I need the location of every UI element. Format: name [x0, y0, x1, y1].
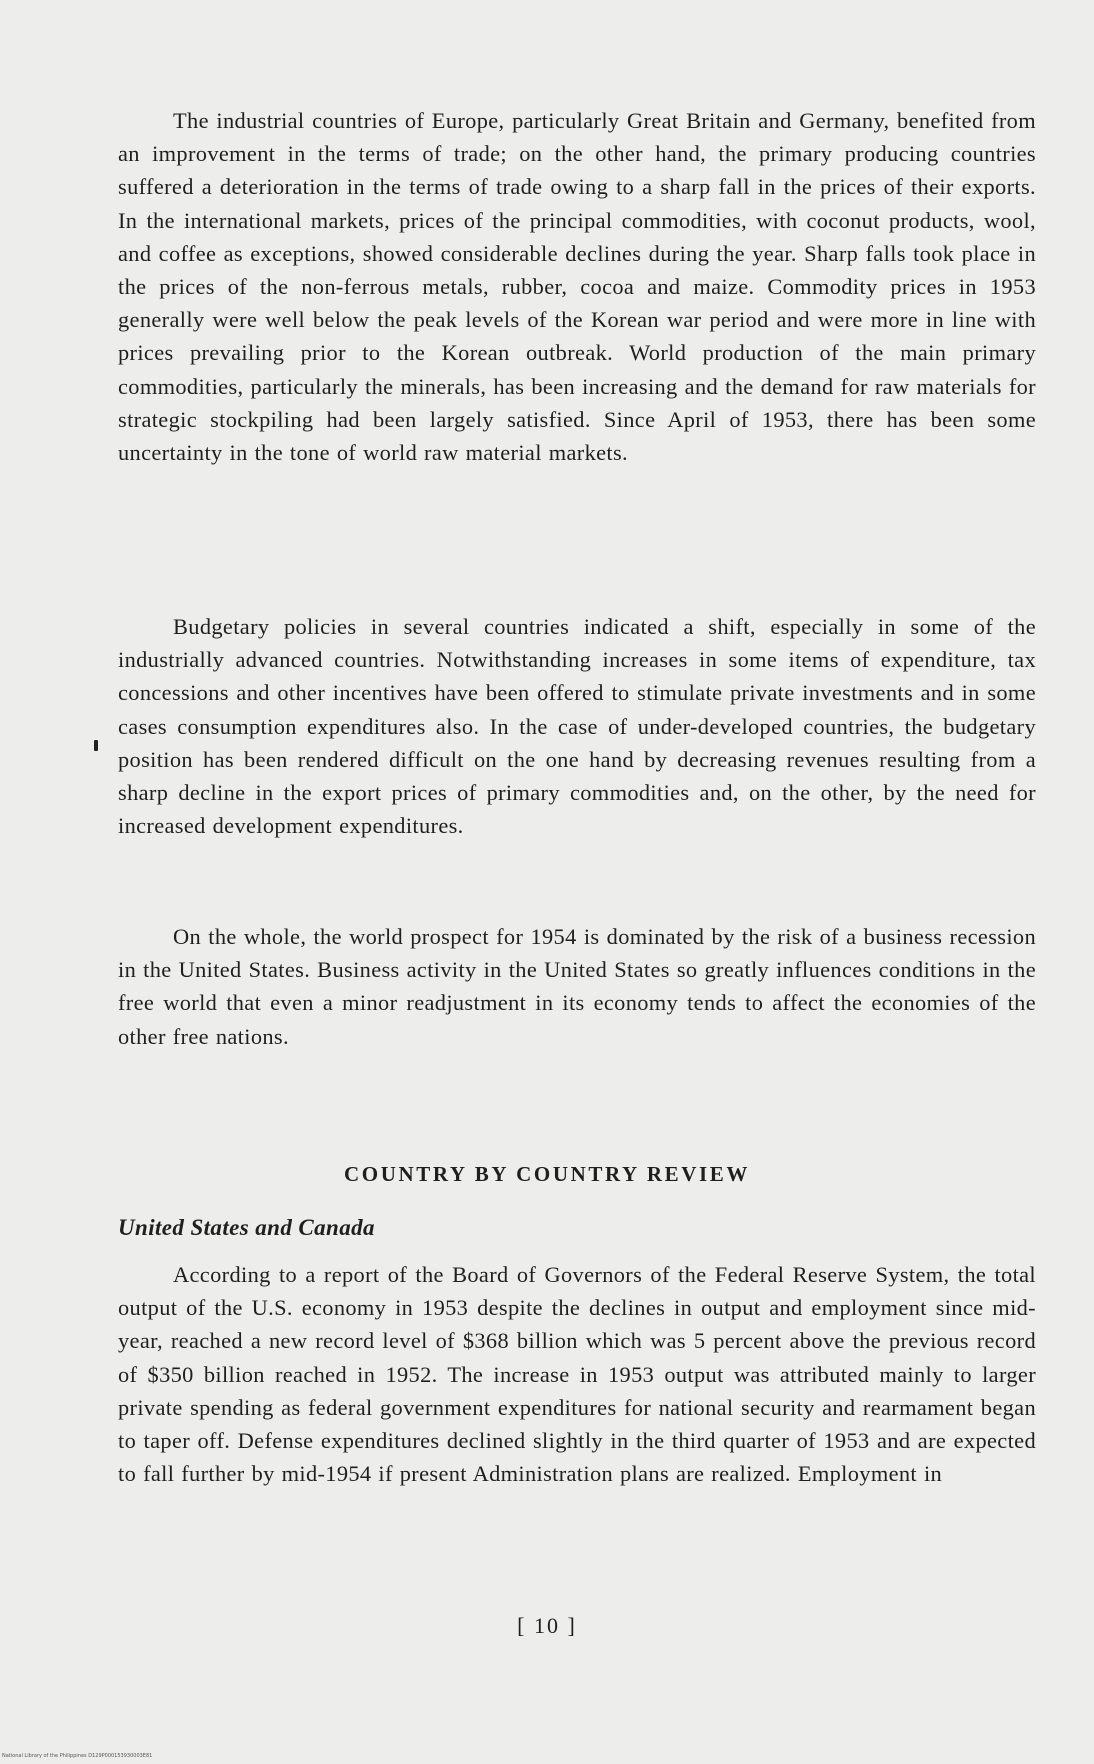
margin-mark [94, 740, 98, 751]
section-heading: COUNTRY BY COUNTRY REVIEW [344, 1162, 750, 1186]
page-number: [ 10 ] [517, 1613, 577, 1638]
paragraph-us-economy: According to a report of the Board of Governors of the Federal Reserve System, the total output of the U.S. economy in 1953 despite the declines in output and employment since mid-year, reached a new record level of $368 billion which was 5 percent above the previous record of $350 billion reached in 1952. The increase in 1953 output was attributed mainly to larger private spending as federal government expenditures for national security and rearmament began to taper off. Defense expenditures declined slightly in the third quarter of 1953 and are expected to fall further by mid-1954 if present Administration plans are realized. Employment in [118, 1262, 1036, 1487]
paragraph-terms-of-trade: The industrial countries of Europe, particularly Great Britain and Germany, benefited from an improvement in the terms of trade; on the other hand, the primary producing countries suffered a deterioration in the terms of trade owing to a sharp fall in the prices of their exports. In the international markets, prices of the principal commodities, with coconut products, wool, and coffee as exceptions, showed considerable declines during the year. Sharp falls took place in the prices of the non-ferrous metals, rubber, cocoa and maize. Commodity prices in 1953 generally were well below the peak levels of the Korean war period and were more in line with prices prevailing prior to the Korean outbreak. World production of the main primary commodities, particularly the minerals, has been increasing and the demand for raw materials for strategic stockpiling had been largely satisfied. Since April of 1953, there has been some uncertainty in the tone of world raw material markets. [118, 108, 1036, 466]
paragraph-world-prospect: On the whole, the world prospect for 1954 is dominated by the risk of a business recession in the United States. Business activity in the United States so greatly influences conditions in the free world that even a minor readjustment in its economy tends to affect the economies of the other free nations. [118, 924, 1036, 1049]
subsection-heading: United States and Canada [118, 1215, 375, 1240]
library-footer-stamp: National Library of the Philippines D129P000153930003E81 [2, 1753, 153, 1759]
paragraph-budgetary-policies: Budgetary policies in several countries indicated a shift, especially in some of the industrially advanced countries. Notwithstanding increases in some items of expenditure, tax concessions and other incentives have been offered to stimulate private investments and in some cases consumption expenditures also. In the case of under-developed countries, the budgetary position has been rendered difficult on the one hand by decreasing revenues resulting from a sharp decline in the export prices of primary commodities and, on the other, by the need for increased development expenditures. [118, 614, 1036, 839]
